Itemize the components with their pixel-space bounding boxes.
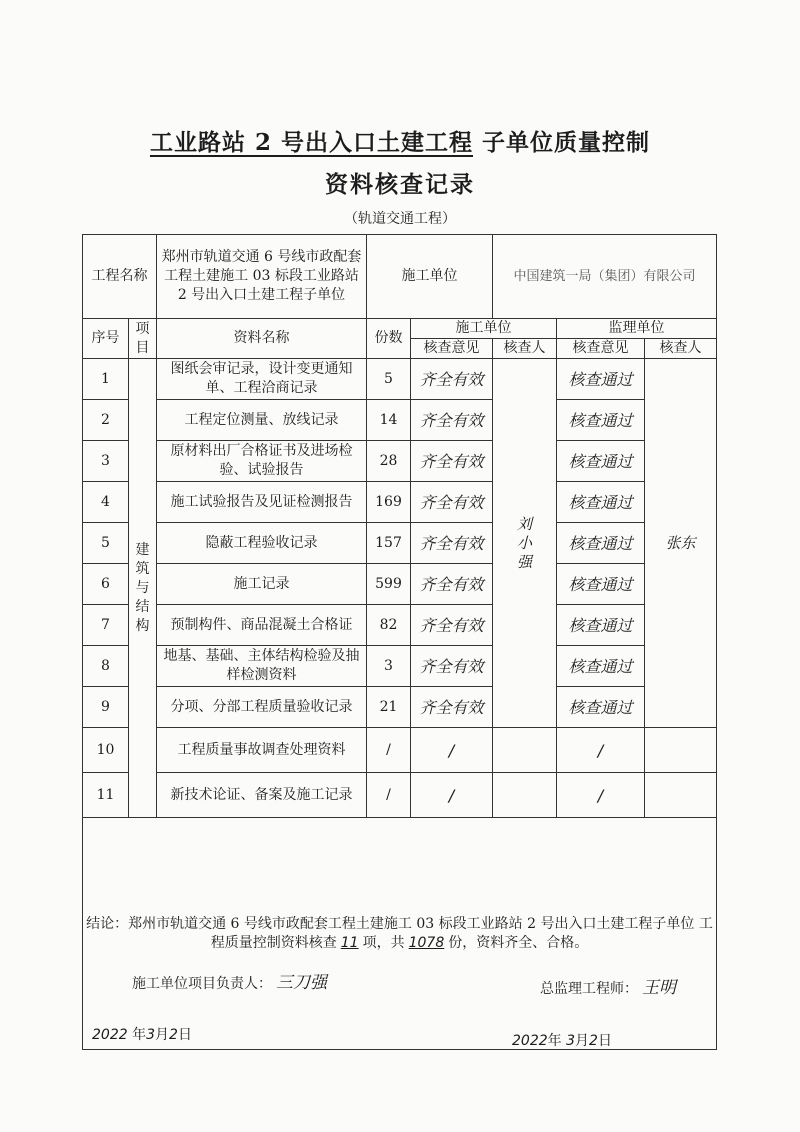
conclusion-copies-total: 1078 <box>408 934 445 951</box>
supervision-checker: 张东 <box>645 359 717 728</box>
left-date <box>92 1024 192 1044</box>
table-row <box>83 646 717 687</box>
row-copies: 28 <box>367 441 411 482</box>
supervisor-signature: 王明 <box>642 978 676 998</box>
right-date-month: 3 <box>566 1033 576 1049</box>
row-no: 10 <box>83 728 129 773</box>
conclusion-prefix: 结论：郑州市轨道交通 6 号线市政配套工程土建施工 03 标段工业路站 2 号出入口土建工程子单位 工程质量控制资料核查 <box>86 915 713 951</box>
row-s-opinion: 核查通过 <box>557 646 645 687</box>
conclusion-cell <box>83 818 717 1050</box>
row-s-checker <box>645 728 717 773</box>
header-row <box>83 235 717 319</box>
row-s-opinion: 核查通过 <box>557 441 645 482</box>
table-row <box>83 523 717 564</box>
left-date-year-label: 年 <box>132 1027 147 1043</box>
row-s-opinion: / <box>557 773 645 818</box>
row-copies: 157 <box>367 523 411 564</box>
col-construction-unit: 施工单位 <box>411 319 557 339</box>
row-copies: 599 <box>367 564 411 605</box>
table-row <box>83 605 717 646</box>
row-copies: 3 <box>367 646 411 687</box>
col-copies: 份数 <box>367 319 411 359</box>
right-date-year: 2022 <box>512 1033 548 1049</box>
table-row <box>83 687 717 728</box>
row-s-opinion: / <box>557 728 645 773</box>
row-no: 3 <box>83 441 129 482</box>
row-c-checker <box>493 773 557 818</box>
row-c-opinion: 齐全有效 <box>411 564 493 605</box>
row-copies: / <box>367 773 411 818</box>
title-project: 工业路站 2 号出入口土建工程 <box>149 129 473 156</box>
conclusion-row <box>83 818 717 1050</box>
right-date-day: 2 <box>589 1033 598 1049</box>
row-c-opinion: 齐全有效 <box>411 482 493 523</box>
category-label: 建筑与结构 <box>135 541 150 634</box>
category-cell <box>129 359 157 818</box>
row-s-opinion: 核查通过 <box>557 605 645 646</box>
project-label: 工程名称 <box>83 235 157 319</box>
construction-checker <box>493 359 557 728</box>
row-doc-name: 工程定位测量、放线记录 <box>157 400 367 441</box>
col-supervision-unit: 监理单位 <box>557 319 717 339</box>
conclusion-items-count: 11 <box>340 934 359 951</box>
col-c-checker: 核查人 <box>493 339 557 359</box>
row-no: 7 <box>83 605 129 646</box>
contractor-name: 中国建筑一局（集团）有限公司 <box>493 235 717 319</box>
col-s-opinion: 核查意见 <box>557 339 645 359</box>
row-no: 5 <box>83 523 129 564</box>
row-no: 6 <box>83 564 129 605</box>
contractor-signature-line <box>132 968 327 993</box>
row-c-opinion: 齐全有效 <box>411 687 493 728</box>
right-date-day-label: 日 <box>597 1033 612 1049</box>
row-copies: 82 <box>367 605 411 646</box>
contractor-signature: 三刀强 <box>276 973 327 993</box>
row-copies: 21 <box>367 687 411 728</box>
row-copies: 14 <box>367 400 411 441</box>
row-no: 9 <box>83 687 129 728</box>
left-date-month-label: 月 <box>155 1027 170 1043</box>
table-row <box>83 441 717 482</box>
row-doc-name: 预制构件、商品混凝土合格证 <box>157 605 367 646</box>
row-c-opinion: 齐全有效 <box>411 441 493 482</box>
conclusion-suffix: 份，资料齐全、合格。 <box>448 934 589 951</box>
row-c-opinion: 齐全有效 <box>411 605 493 646</box>
project-name: 郑州市轨道交通 6 号线市政配套工程土建施工 03 标段工业路站 2 号出入口土建工程子单位 <box>157 235 367 319</box>
col-c-opinion: 核查意见 <box>411 339 493 359</box>
table-row <box>83 400 717 441</box>
col-s-checker: 核查人 <box>645 339 717 359</box>
row-s-checker <box>645 773 717 818</box>
row-s-opinion: 核查通过 <box>557 482 645 523</box>
row-c-opinion: 齐全有效 <box>411 359 493 400</box>
left-date-day: 2 <box>169 1027 178 1043</box>
row-doc-name: 分项、分部工程质量验收记录 <box>157 687 367 728</box>
conclusion-mid: 项，共 <box>362 934 405 951</box>
column-header-row-1 <box>83 319 717 339</box>
table-row <box>83 564 717 605</box>
right-date <box>512 1030 612 1050</box>
row-s-opinion: 核查通过 <box>557 400 645 441</box>
row-no: 2 <box>83 400 129 441</box>
row-s-opinion: 核查通过 <box>557 359 645 400</box>
contractor-sign-label: 施工单位项目负责人： <box>132 976 272 992</box>
row-c-opinion: / <box>411 773 493 818</box>
table-row <box>83 728 717 773</box>
row-doc-name: 新技术论证、备案及施工记录 <box>157 773 367 818</box>
row-doc-name: 施工试验报告及见证检测报告 <box>157 482 367 523</box>
row-copies: 5 <box>367 359 411 400</box>
row-copies: 169 <box>367 482 411 523</box>
right-date-year-label: 年 <box>547 1033 562 1049</box>
row-doc-name: 原材料出厂合格证书及进场检验、试验报告 <box>157 441 367 482</box>
left-date-year: 2022 <box>92 1027 128 1043</box>
row-c-opinion: 齐全有效 <box>411 400 493 441</box>
row-s-opinion: 核查通过 <box>557 687 645 728</box>
row-doc-name: 隐蔽工程验收记录 <box>157 523 367 564</box>
page-subtitle: （轨道交通工程） <box>344 211 456 227</box>
row-copies: / <box>367 728 411 773</box>
row-no: 8 <box>83 646 129 687</box>
supervisor-signature-line <box>540 973 676 998</box>
check-record-table <box>82 234 717 1050</box>
row-no: 1 <box>83 359 129 400</box>
title-suffix: 子单位质量控制 <box>473 129 651 156</box>
col-item: 项目 <box>129 319 157 359</box>
row-c-checker <box>493 728 557 773</box>
row-doc-name: 地基、基础、主体结构检验及抽样检测资料 <box>157 646 367 687</box>
row-doc-name: 图纸会审记录，设计变更通知单、工程洽商记录 <box>157 359 367 400</box>
contractor-label: 施工单位 <box>367 235 493 319</box>
row-s-opinion: 核查通过 <box>557 564 645 605</box>
row-doc-name: 施工记录 <box>157 564 367 605</box>
table-row <box>83 773 717 818</box>
right-date-month-label: 月 <box>575 1033 590 1049</box>
left-date-month: 3 <box>146 1027 156 1043</box>
table-row <box>83 359 717 400</box>
page-title-line2: 资料核查记录 <box>325 171 475 198</box>
row-doc-name: 工程质量事故调查处理资料 <box>157 728 367 773</box>
row-c-opinion: / <box>411 728 493 773</box>
row-no: 11 <box>83 773 129 818</box>
left-date-day-label: 日 <box>177 1027 192 1043</box>
row-s-opinion: 核查通过 <box>557 523 645 564</box>
col-doc-name: 资料名称 <box>157 319 367 359</box>
row-c-opinion: 齐全有效 <box>411 523 493 564</box>
table-row <box>83 482 717 523</box>
construction-checker-sig: 刘小强 <box>516 514 532 571</box>
row-c-opinion: 齐全有效 <box>411 646 493 687</box>
row-no: 4 <box>83 482 129 523</box>
col-seq: 序号 <box>83 319 129 359</box>
page-title <box>0 124 800 157</box>
supervisor-sign-label: 总监理工程师： <box>540 981 638 997</box>
